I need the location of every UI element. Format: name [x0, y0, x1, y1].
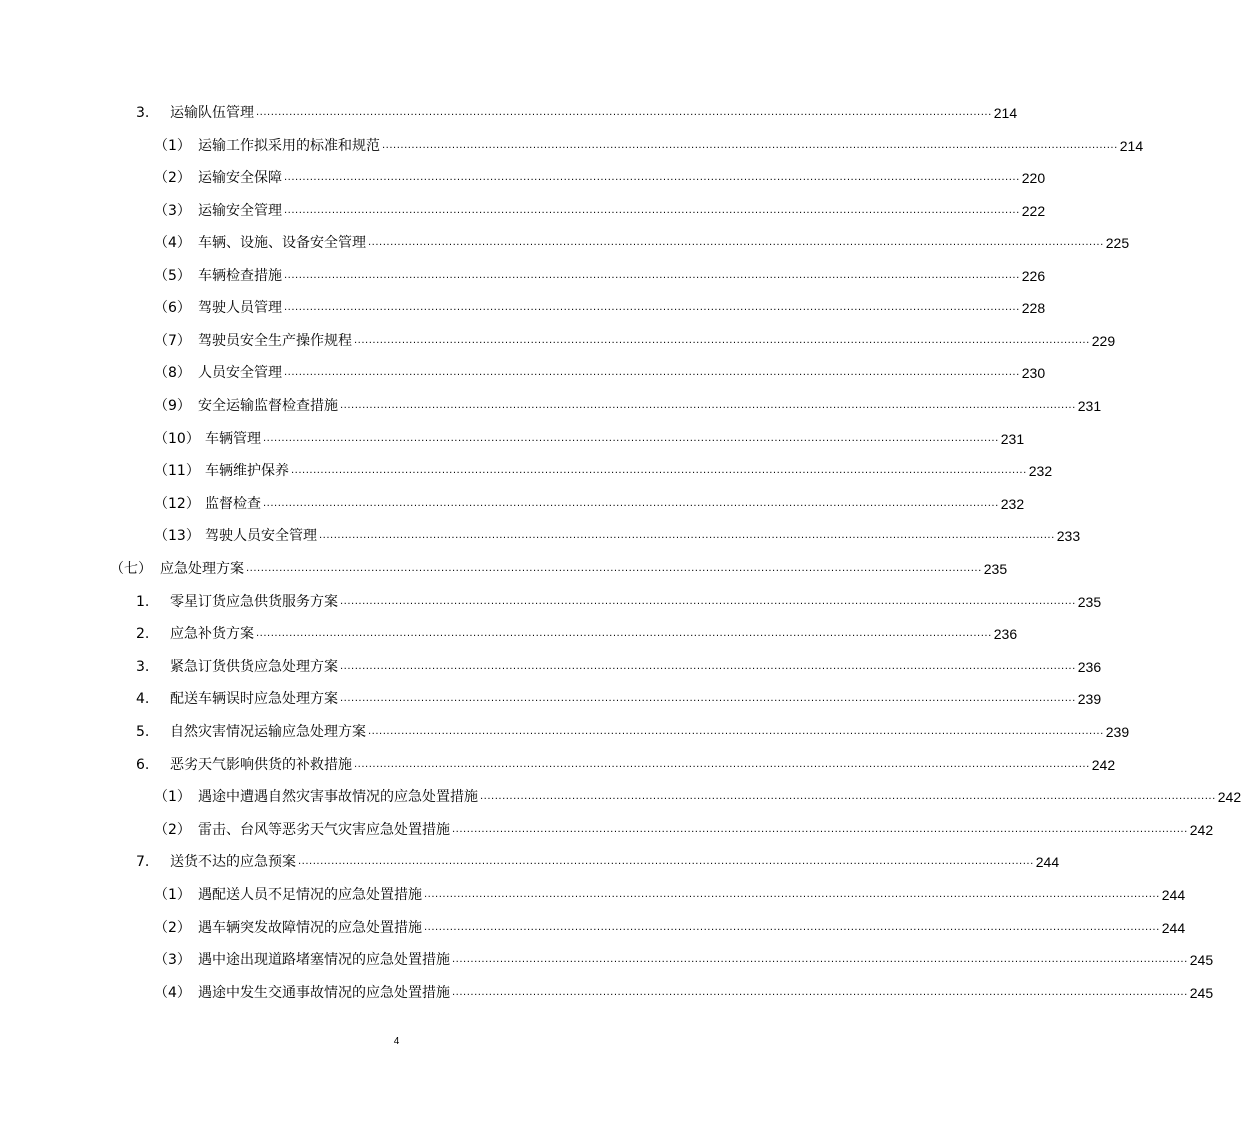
- dot-leader: ........................................................................................................................................................................................................: [452, 987, 1188, 998]
- toc-entry[interactable]: [154, 786, 1241, 806]
- toc-entry[interactable]: [136, 623, 1018, 643]
- toc-entry-page: 220: [1021, 170, 1046, 186]
- toc-entry[interactable]: [154, 200, 1046, 220]
- toc-entry-number: 3.: [136, 105, 150, 121]
- toc-entry-title: 遇途中发生交通事故情况的应急处置措施: [198, 985, 450, 1001]
- dot-leader: ........................................................................................................................................................................................................: [354, 759, 1090, 770]
- toc-entry-title: 运输工作拟采用的标准和规范: [198, 138, 380, 154]
- toc-entry-number: （5）: [154, 268, 191, 284]
- toc-entry-title: 自然灾害情况运输应急处理方案: [170, 724, 366, 740]
- dot-leader: ........................................................................................................................................................................................................: [284, 302, 1020, 313]
- dot-leader: ........................................................................................................................................................................................................: [340, 596, 1076, 607]
- dot-leader: ........................................................................................................................................................................................................: [284, 205, 1020, 216]
- toc-entry-number: （4）: [154, 235, 191, 251]
- toc-entry-number: （13）: [154, 528, 200, 544]
- toc-entry[interactable]: [136, 591, 1102, 611]
- toc-entry[interactable]: [154, 819, 1214, 839]
- toc-entry[interactable]: [154, 525, 1081, 545]
- toc-entry[interactable]: [136, 754, 1116, 774]
- toc-entry-page: 239: [1077, 691, 1102, 707]
- toc-entry[interactable]: [154, 428, 1025, 448]
- toc-entry-page: 242: [1217, 789, 1241, 805]
- toc-entry-page: 226: [1021, 268, 1046, 284]
- toc-entry-page: 239: [1105, 724, 1130, 740]
- toc-entry-page: 228: [1021, 300, 1046, 316]
- toc-entry-title: 监督检查: [205, 496, 261, 512]
- dot-leader: ........................................................................................................................................................................................................: [246, 563, 982, 574]
- toc-entry[interactable]: [154, 135, 1144, 155]
- toc-entry-page: 244: [1035, 854, 1060, 870]
- toc-entry[interactable]: [154, 232, 1130, 252]
- dot-leader: ........................................................................................................................................................................................................: [424, 922, 1160, 933]
- toc-entry-page: 236: [1077, 659, 1102, 675]
- toc-entry-page: 231: [1000, 431, 1025, 447]
- page-number: 4: [393, 1036, 400, 1047]
- toc-entry[interactable]: [154, 460, 1053, 480]
- toc-entry-page: 214: [1119, 138, 1144, 154]
- dot-leader: ........................................................................................................................................................................................................: [256, 107, 992, 118]
- toc-entry-number: 3.: [136, 659, 150, 675]
- toc-entry-title: 安全运输监督检查措施: [198, 398, 338, 414]
- toc-entry[interactable]: [136, 688, 1102, 708]
- toc-entry-title: 运输队伍管理: [170, 105, 254, 121]
- toc-entry-title: 零星订货应急供货服务方案: [170, 594, 338, 610]
- toc-entry-number: （10）: [154, 431, 200, 447]
- toc-entry[interactable]: [154, 362, 1046, 382]
- dot-leader: ........................................................................................................................................................................................................: [368, 237, 1104, 248]
- toc-entry-page: 230: [1021, 365, 1046, 381]
- dot-leader: ........................................................................................................................................................................................................: [340, 693, 1076, 704]
- toc-entry-page: 232: [1000, 496, 1025, 512]
- toc-entry[interactable]: [154, 917, 1186, 937]
- toc-entry-title: 遇配送人员不足情况的应急处置措施: [198, 887, 422, 903]
- toc-entry-page: 245: [1189, 985, 1214, 1001]
- toc-entry-title: 应急补货方案: [170, 626, 254, 642]
- toc-entry-page: 235: [983, 561, 1008, 577]
- toc-entry-number: 5.: [136, 724, 150, 740]
- dot-leader: ........................................................................................................................................................................................................: [340, 661, 1076, 672]
- dot-leader: ........................................................................................................................................................................................................: [340, 400, 1076, 411]
- toc-entry-title: 运输安全保障: [198, 170, 282, 186]
- toc-entry-number: 1.: [136, 594, 150, 610]
- toc-entry-number: 2.: [136, 626, 150, 642]
- dot-leader: ........................................................................................................................................................................................................: [298, 856, 1034, 867]
- toc-entry-title: 雷击、台风等恶劣天气灾害应急处置措施: [198, 822, 450, 838]
- toc-entry[interactable]: [136, 656, 1102, 676]
- toc-entry[interactable]: [110, 558, 1008, 578]
- toc-entry-number: 7.: [136, 854, 150, 870]
- toc-entry-page: 231: [1077, 398, 1102, 414]
- toc-entry-page: 229: [1091, 333, 1116, 349]
- toc-entry-number: （2）: [154, 920, 191, 936]
- toc-entry-page: 244: [1161, 887, 1186, 903]
- toc-entry-number: （8）: [154, 365, 191, 381]
- toc-entry[interactable]: [136, 102, 1018, 122]
- toc-entry[interactable]: [154, 493, 1025, 513]
- toc-entry-page: 222: [1021, 203, 1046, 219]
- dot-leader: ........................................................................................................................................................................................................: [284, 270, 1020, 281]
- toc-entry-title: 遇中途出现道路堵塞情况的应急处置措施: [198, 952, 450, 968]
- toc-entry-title: 配送车辆误时应急处理方案: [170, 691, 338, 707]
- toc-entry-number: 4.: [136, 691, 150, 707]
- toc-entry-page: 214: [993, 105, 1018, 121]
- toc-entry-page: 236: [993, 626, 1018, 642]
- toc-entry-number: （7）: [154, 333, 191, 349]
- dot-leader: ........................................................................................................................................................................................................: [382, 140, 1118, 151]
- dot-leader: ........................................................................................................................................................................................................: [480, 791, 1216, 802]
- toc-entry-number: （1）: [154, 887, 191, 903]
- dot-leader: ........................................................................................................................................................................................................: [291, 465, 1027, 476]
- toc-entry-page: 235: [1077, 594, 1102, 610]
- toc-entry-title: 车辆管理: [205, 431, 261, 447]
- toc-entry-title: 遇车辆突发故障情况的应急处置措施: [198, 920, 422, 936]
- toc-entry-number: （6）: [154, 300, 191, 316]
- toc-entry-number: （七）: [110, 561, 152, 577]
- toc-entry-number: （1）: [154, 138, 191, 154]
- toc-entry-number: 6.: [136, 757, 150, 773]
- toc-entry-title: 驾驶人员管理: [198, 300, 282, 316]
- dot-leader: ........................................................................................................................................................................................................: [354, 335, 1090, 346]
- dot-leader: ........................................................................................................................................................................................................: [452, 954, 1188, 965]
- toc-entry-title: 紧急订货供货应急处理方案: [170, 659, 338, 675]
- dot-leader: ........................................................................................................................................................................................................: [424, 889, 1160, 900]
- toc-entry[interactable]: [154, 982, 1214, 1002]
- toc-entry-page: 232: [1028, 463, 1053, 479]
- toc-entry-title: 送货不达的应急预案: [170, 854, 296, 870]
- toc-entry-number: （9）: [154, 398, 191, 414]
- toc-entry-page: 244: [1161, 920, 1186, 936]
- toc-entry-title: 遇途中遭遇自然灾害事故情况的应急处置措施: [198, 789, 478, 805]
- dot-leader: ........................................................................................................................................................................................................: [368, 726, 1104, 737]
- toc-entry[interactable]: [154, 949, 1214, 969]
- toc-entry-title: 人员安全管理: [198, 365, 282, 381]
- dot-leader: ........................................................................................................................................................................................................: [452, 824, 1188, 835]
- toc-entry-title: 驾驶员安全生产操作规程: [198, 333, 352, 349]
- toc-entry-title: 恶劣天气影响供货的补救措施: [170, 757, 352, 773]
- toc-entry[interactable]: [154, 167, 1046, 187]
- toc-entry-page: 225: [1105, 235, 1130, 251]
- toc-entry-number: （1）: [154, 789, 191, 805]
- toc-entry-number: （11）: [154, 463, 200, 479]
- toc-entry-number: （3）: [154, 203, 191, 219]
- toc-entry-title: 车辆维护保养: [205, 463, 289, 479]
- toc-entry-page: 242: [1189, 822, 1214, 838]
- toc-entry-page: 233: [1056, 528, 1081, 544]
- toc-entry-title: 驾驶人员安全管理: [205, 528, 317, 544]
- dot-leader: ........................................................................................................................................................................................................: [284, 172, 1020, 183]
- toc-entry-title: 车辆、设施、设备安全管理: [198, 235, 366, 251]
- toc-entry[interactable]: [154, 330, 1116, 350]
- toc-entry[interactable]: [154, 395, 1102, 415]
- toc-entry-number: （3）: [154, 952, 191, 968]
- toc-entry-title: 运输安全管理: [198, 203, 282, 219]
- toc-entry-number: （2）: [154, 170, 191, 186]
- toc-entry-title: 应急处理方案: [160, 561, 244, 577]
- dot-leader: ........................................................................................................................................................................................................: [319, 530, 1055, 541]
- toc-entry[interactable]: [154, 884, 1186, 904]
- dot-leader: ........................................................................................................................................................................................................: [256, 628, 992, 639]
- dot-leader: ........................................................................................................................................................................................................: [284, 367, 1020, 378]
- dot-leader: ........................................................................................................................................................................................................: [263, 433, 999, 444]
- toc-entry-page: 245: [1189, 952, 1214, 968]
- toc-entry-number: （12）: [154, 496, 200, 512]
- dot-leader: ........................................................................................................................................................................................................: [263, 498, 999, 509]
- toc-entry[interactable]: [154, 297, 1046, 317]
- toc-entry[interactable]: [136, 721, 1130, 741]
- toc-entry-page: 242: [1091, 757, 1116, 773]
- toc-entry[interactable]: [154, 265, 1046, 285]
- toc-entry[interactable]: [136, 851, 1060, 871]
- toc-entry-title: 车辆检查措施: [198, 268, 282, 284]
- toc-entry-number: （2）: [154, 822, 191, 838]
- toc-entry-number: （4）: [154, 985, 191, 1001]
